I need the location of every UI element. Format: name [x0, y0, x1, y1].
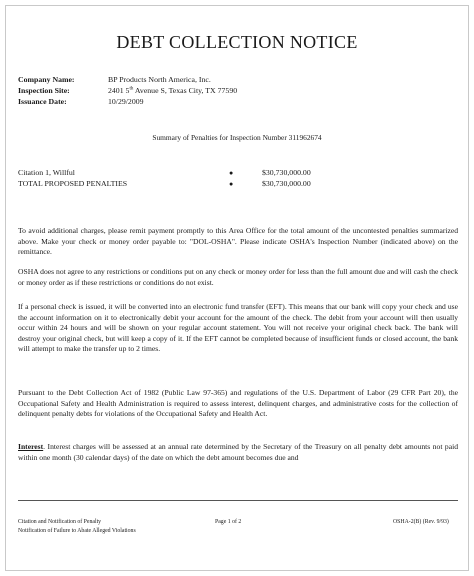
- paragraph-restrictions: OSHA does not agree to any restrictions or conditions put on any check or money order for less than the full amount due and will cash the check or money order as if these restrictions or conditions do not exist.: [18, 267, 458, 287]
- footer-left-line-2: Notification of Failure to Abate Alleged Violations: [18, 528, 136, 534]
- paragraph-interest: [18, 442, 458, 463]
- issuance-date-label: Issuance Date:: [18, 97, 67, 106]
- site-street: Avenue S, Texas City, TX 77590: [133, 86, 238, 95]
- total-amount: $30,730,000.00: [262, 179, 311, 188]
- summary-heading: Summary of Penalties for Inspection Number 311962674: [152, 133, 322, 142]
- footer-divider: [18, 500, 458, 501]
- inspection-site-label: Inspection Site:: [18, 86, 70, 95]
- paragraph-remittance: To avoid additional charges, please remit payment promptly to this Area Office for the total amount of the uncontested penalties summarized above. Make your check or money order payable to: "DOL-OSHA". Please indicate OSHA's Inspection Number (indicated above) on the remittance.: [18, 226, 458, 257]
- document-title: DEBT COLLECTION NOTICE: [116, 32, 358, 52]
- interest-text: . Interest charges will be assessed at an annual rate determined by the Secretary of the Treasury on all penalty debt amounts not paid within one month (30 calendar days) of the date on which the debt amount becomes due and: [18, 442, 458, 462]
- interest-label: Interest: [18, 442, 44, 451]
- company-name-value: BP Products North America, Inc.: [108, 75, 211, 84]
- footer-left-line-1: Citation and Notification of Penalty: [18, 519, 102, 525]
- paragraph-debt-collection-act: Pursuant to the Debt Collection Act of 1982 (Public Law 97-365) and regulations of the U.S. Department of Labor (29 CFR Part 20), the Occupational Safety and Health Administration is required to assess interest, delinquent charges, and administrative costs for the collection of delinquent penalty debts for violations of the Occupational Safety and Health Act.: [18, 388, 458, 419]
- citation-bullet: ●: [229, 169, 234, 177]
- citation-amount: $30,730,000.00: [262, 168, 311, 177]
- site-number: 2401 5: [108, 86, 130, 95]
- inspection-site-value: [108, 86, 237, 95]
- total-bullet: ●: [229, 180, 234, 188]
- footer-form-number: OSHA-2(B) (Rev. 9/93): [393, 519, 449, 525]
- footer-page-number: Page 1 of 2: [215, 519, 242, 525]
- citation-label: Citation 1, Willful: [18, 168, 75, 177]
- paragraph-eft: If a personal check is issued, it will be converted into an electronic fund transfer (EFT). This means that our bank will copy your check and use the account information on it to electronically debit your account for the amount of the check. The debit from your account will then usually occur within 24 hours and will be shown on your regular account statement. You will not receive your original check back. The bank will destroy your original check, but will keep a copy of it. If the EFT cannot be completed because of insufficient funds or closed account, the bank will attempt to make the transfer up to 2 times.: [18, 302, 458, 354]
- site-ordinal: th: [129, 86, 134, 92]
- issuance-date-value: 10/29/2009: [108, 97, 144, 106]
- company-name-label: Company Name:: [18, 75, 75, 84]
- total-label: TOTAL PROPOSED PENALTIES: [18, 179, 128, 188]
